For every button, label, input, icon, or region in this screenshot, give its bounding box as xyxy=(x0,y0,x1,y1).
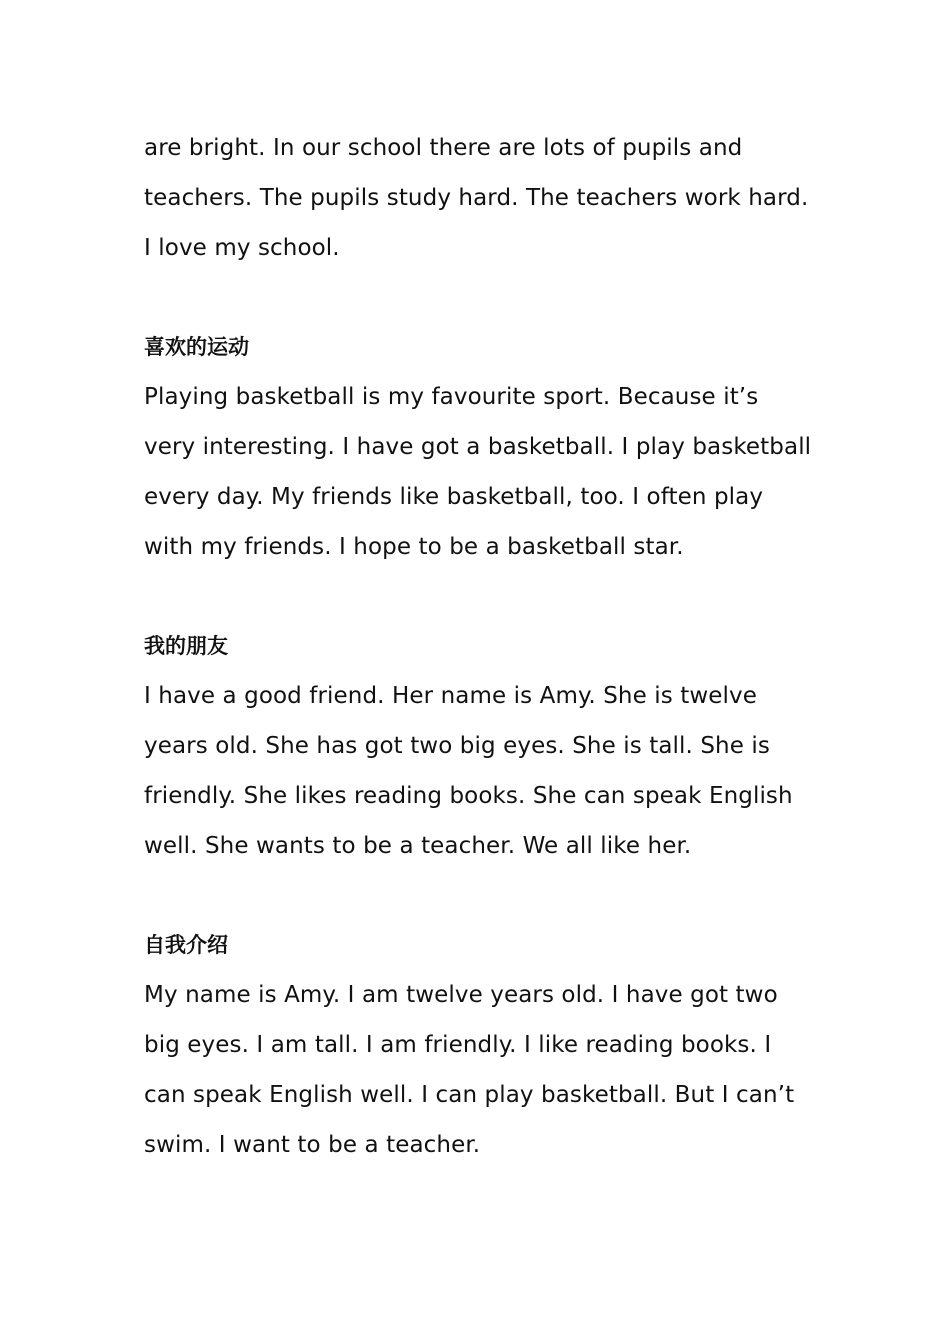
section-heading: 自我介绍 xyxy=(144,933,228,958)
section-paragraph: Playing basketball is my favourite sport. Because it’s very interesting. I have got a basketball. I play basketball every day. My friends like basketball, too. I often play with my friends. I hope to be a basketball star. xyxy=(144,384,812,560)
section-paragraph: I have a good friend. Her name is Amy. She is twelve years old. She has got two big eyes. She is tall. She is friendly. She likes reading books. She can speak English well. She wants to be a teacher. We all like her. xyxy=(144,683,793,859)
section-self-introduction xyxy=(144,921,816,1170)
section-paragraph: My name is Amy. I am twelve years old. I have got two big eyes. I am tall. I am friendly. I like reading books. I can speak English well. I can play basketball. But I can’t swim. I want to be a teacher. xyxy=(144,982,795,1158)
section-my-friend xyxy=(144,622,816,871)
section-heading: 我的朋友 xyxy=(144,634,228,659)
intro-paragraph: are bright. In our school there are lots of pupils and teachers. The pupils study hard. The teachers work hard. I love my school. xyxy=(144,135,809,261)
section-favourite-sport xyxy=(144,323,816,572)
section-heading: 喜欢的运动 xyxy=(144,335,249,360)
document-page xyxy=(144,124,816,1170)
